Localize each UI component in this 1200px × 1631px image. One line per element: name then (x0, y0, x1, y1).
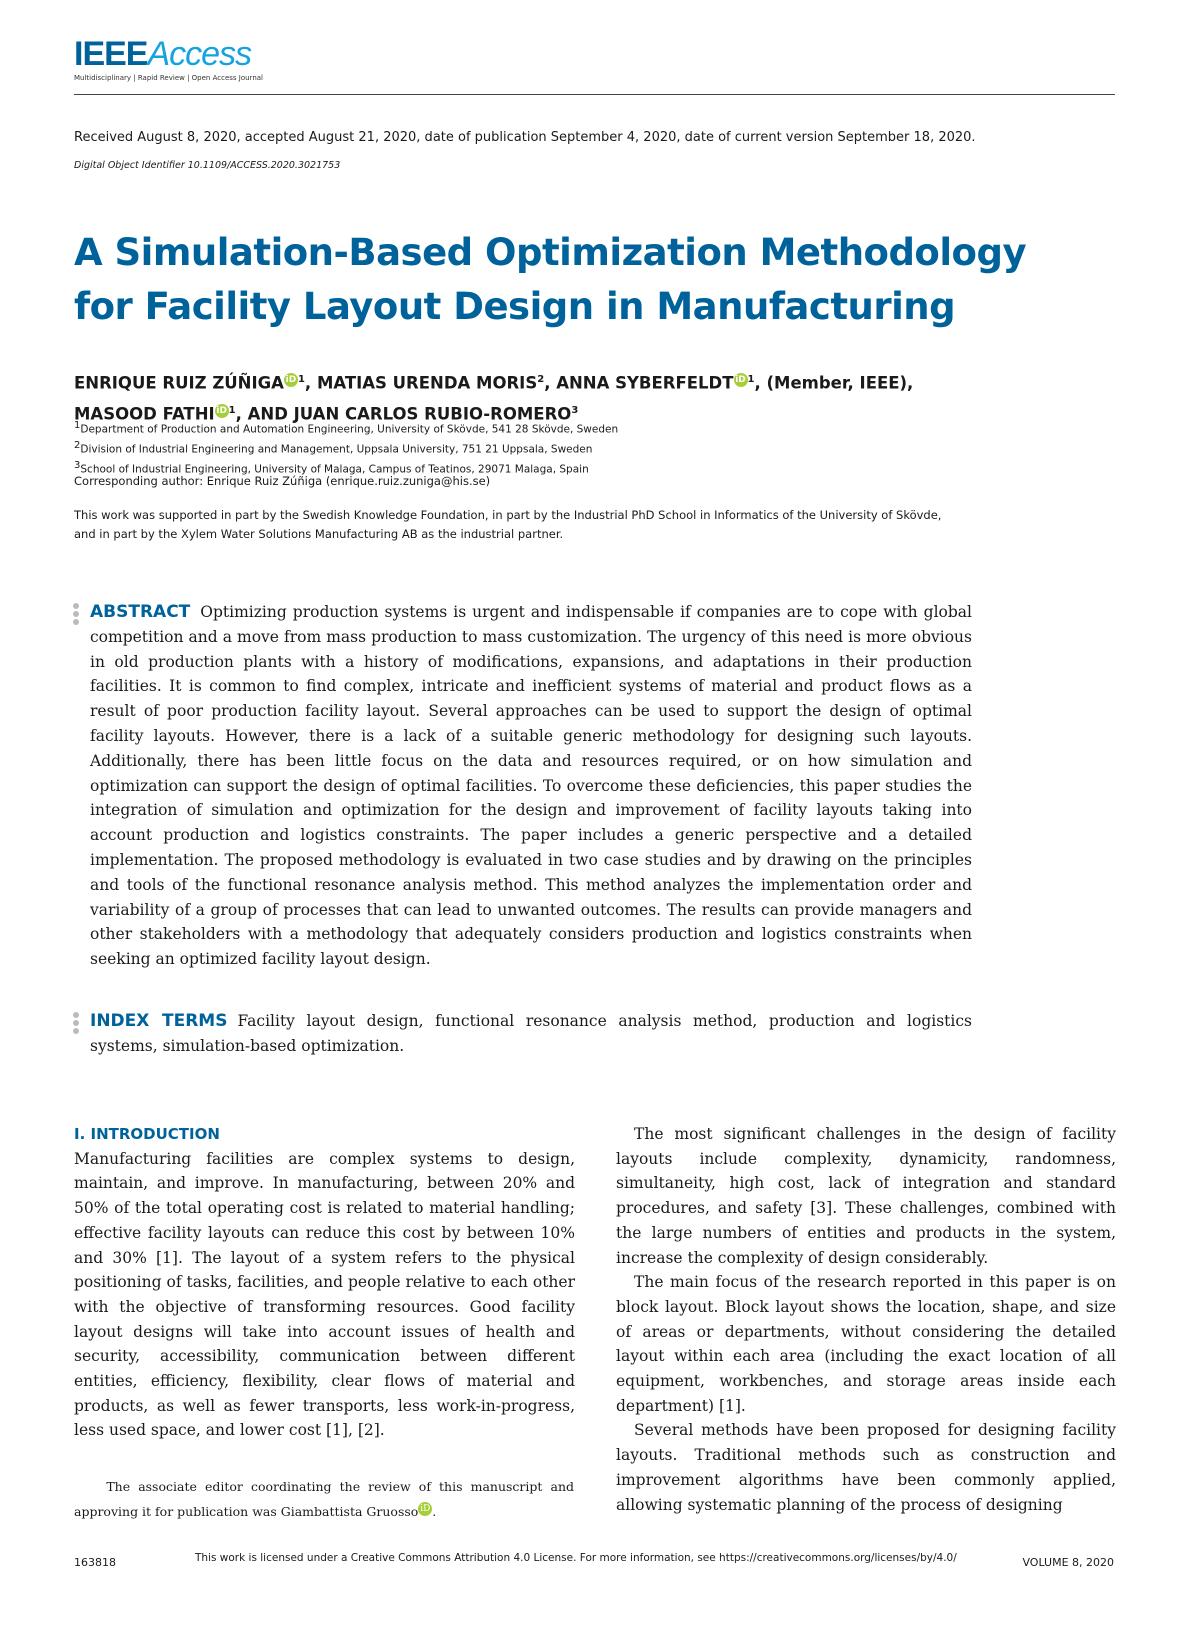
affiliations (74, 418, 618, 478)
right-column (616, 1122, 1116, 1517)
section-marker-icon (73, 1012, 79, 1036)
orcid-icon[interactable]: iD (216, 405, 227, 416)
orcid-icon[interactable]: iD (420, 1503, 431, 1514)
affil-mark: 1 (74, 420, 81, 431)
license-note[interactable]: This work is licensed under a Creative Commons Attribution 4.0 License. For more information, see https://creativecommons.org/licenses/by/4.0/ (195, 1552, 957, 1564)
paragraph: Several methods have been proposed for designing facility layouts. Traditional methods such as construction and improvement algorithms have been commonly applied, allowing systematic planning of the process of designing (616, 1421, 1116, 1514)
affil-mark: 1 (228, 404, 236, 416)
editor-note-text: The associate editor coordinating the review of this manuscript and approving it for publication was Giambattista Gruosso (74, 1479, 574, 1519)
corresponding-author: Corresponding author: Enrique Ruiz Zúñiga (enrique.ruiz.zuniga@his.se) (74, 474, 491, 488)
index-terms (90, 1009, 972, 1059)
logo-access: Access (147, 35, 252, 73)
paragraph: Manufacturing facilities are complex systems to design, maintain, and improve. In manufacturing, between 20% and 50% of the total operating cost is related to material handling; effective facility layouts can reduce this cost by between 10% and 30% [1]. The layout of a system refers to the physical positioning of tasks, facilities, and people relative to each other with the objective of transforming resources. Good facility layout designs will take into account issues of health and security, accessibility, communication between different entities, efficiency, flexibility, clear flows of material and products, as well as fewer transports, less work-in-progress, less used space, and lower cost [1], [2]. (74, 1149, 575, 1440)
affil-mark: 2 (537, 374, 545, 385)
affil-mark: 1 (747, 374, 755, 385)
affiliation-text: Department of Production and Automation Engineering, University of Skövde, 541 28 Skövde, Sweden (80, 423, 619, 436)
paper-title: A Simulation-Based Optimization Methodology for Facility Layout Design in Manufacturing (74, 231, 1027, 328)
journal-tagline: Multidisciplinary | Rapid Review | Open Access Journal (74, 74, 263, 82)
abstract-text: Optimizing production systems is urgent and indispensable if companies are to cope with global competition and a move from mass production to mass customization. The urgency of this need is more obvious in old production plants with a history of modifications, expansions, and adaptations in their production facilities. It is common to find complex, intricate and inefficient systems of material and product flows as a result of poor production facility layout. Several approaches can be used to support the design of optimal facility layouts. However, there is a lack of a suitable generic methodology for designing such layouts. Additionally, there has been little focus on the data and resources required, or on how simulation and optimization can support the design of optimal facilities. To overcome these deficiencies, this paper studies the integration of simulation and optimization for the design and improvement of facility layouts taking into account production and logistics constraints. The paper includes a generic perspective and a detailed implementation. The proposed methodology is evaluated in two case studies and by drawing on the principles and tools of the functional resonance analysis method. This method analyzes the implementation order and variability of a group of processes that can lead to unwanted outcomes. The results can provide managers and other stakeholders with a methodology that adequately considers production and logistics constraints when seeking an optimized facility layout design. (90, 603, 972, 969)
author: MASOOD FATHI (74, 404, 215, 423)
author: MATIAS URENDA MORIS (316, 373, 538, 393)
left-column (74, 1122, 575, 1443)
funding-note: This work was supported in part by the Swedish Knowledge Foundation, in part by the Industrial PhD School in Informatics of the University of Skövde, and in part by the Xylem Water Solutions Manufacturing AB as the industrial partner. (74, 508, 942, 541)
member-note: , (Member, IEEE), (754, 373, 914, 393)
doi[interactable]: Digital Object Identifier 10.1109/ACCESS.2020.3021753 (74, 160, 341, 171)
header-rule (74, 94, 1115, 95)
author: , AND JUAN CARLOS RUBIO-ROMERO (235, 404, 572, 423)
index-terms-text: Facility layout design, functional resonance analysis method, production and logistics systems, simulation-based optimization. (90, 1012, 972, 1055)
received-dates: Received August 8, 2020, accepted August 21, 2020, date of publication September 4, 2020, date of current version September 18, 2020. (74, 130, 976, 145)
author-list: ENRIQUE RUIZ ZÚÑIGA iD $^1$, MATIAS URENDA MORIS$^2$, ANNA SYBERFELDT iD $^1$, (Member, IEEE), MASOOD FATHI iD $^1$, AND JUAN CARLOS RUBIO-ROMERO$^3$ (74, 373, 914, 423)
index-terms-label: INDEX TERMS (90, 1011, 228, 1031)
abstract-label: ABSTRACT (90, 602, 191, 622)
affil-mark: 3 (74, 460, 81, 471)
author: ENRIQUE RUIZ ZÚÑIGA (74, 373, 284, 393)
volume: VOLUME 8, 2020 (1022, 1556, 1114, 1569)
affil-mark: 3 (571, 404, 579, 416)
paragraph: The main focus of the research reported in this paper is on block layout. Block layout shows the location, shape, and size of areas or departments, without considering the detailed layout within each area (including the exact location of all equipment, workbenches, and storage areas inside each department) [1]. (616, 1273, 1116, 1415)
orcid-icon[interactable]: iD (735, 375, 746, 385)
affiliation-text: School of Industrial Engineering, University of Malaga, Campus of Teatinos, 29071 Malaga, Spain (80, 463, 589, 476)
paragraph: The most significant challenges in the design of facility layouts include complexity, dynamicity, randomness, simultaneity, high cost, lack of integration and standard procedures, and safety [3]. These challenges, combined with the large numbers of entities and products in the system, increase the complexity of design considerably. (616, 1125, 1116, 1267)
affiliation (74, 418, 618, 438)
logo-ieee: IEEE (74, 35, 148, 73)
abstract (90, 600, 972, 972)
affiliation (74, 438, 618, 458)
editor-note: The associate editor coordinating the review of this manuscript and approving it for publication was Giambattista Gruosso iD . (74, 1479, 574, 1519)
section-heading: I. INTRODUCTION (74, 1125, 220, 1143)
orcid-icon[interactable]: iD (285, 375, 297, 385)
section-marker-icon (73, 603, 79, 627)
affil-mark: 2 (74, 440, 81, 451)
journal-logo (74, 34, 251, 74)
affiliation-text: Division of Industrial Engineering and Management, Uppsala University, 751 21 Uppsala, Sweden (80, 443, 593, 456)
affil-mark: 1 (297, 374, 305, 385)
page-number: 163818 (74, 1556, 116, 1569)
author: ANNA SYBERFELDT (556, 373, 734, 393)
